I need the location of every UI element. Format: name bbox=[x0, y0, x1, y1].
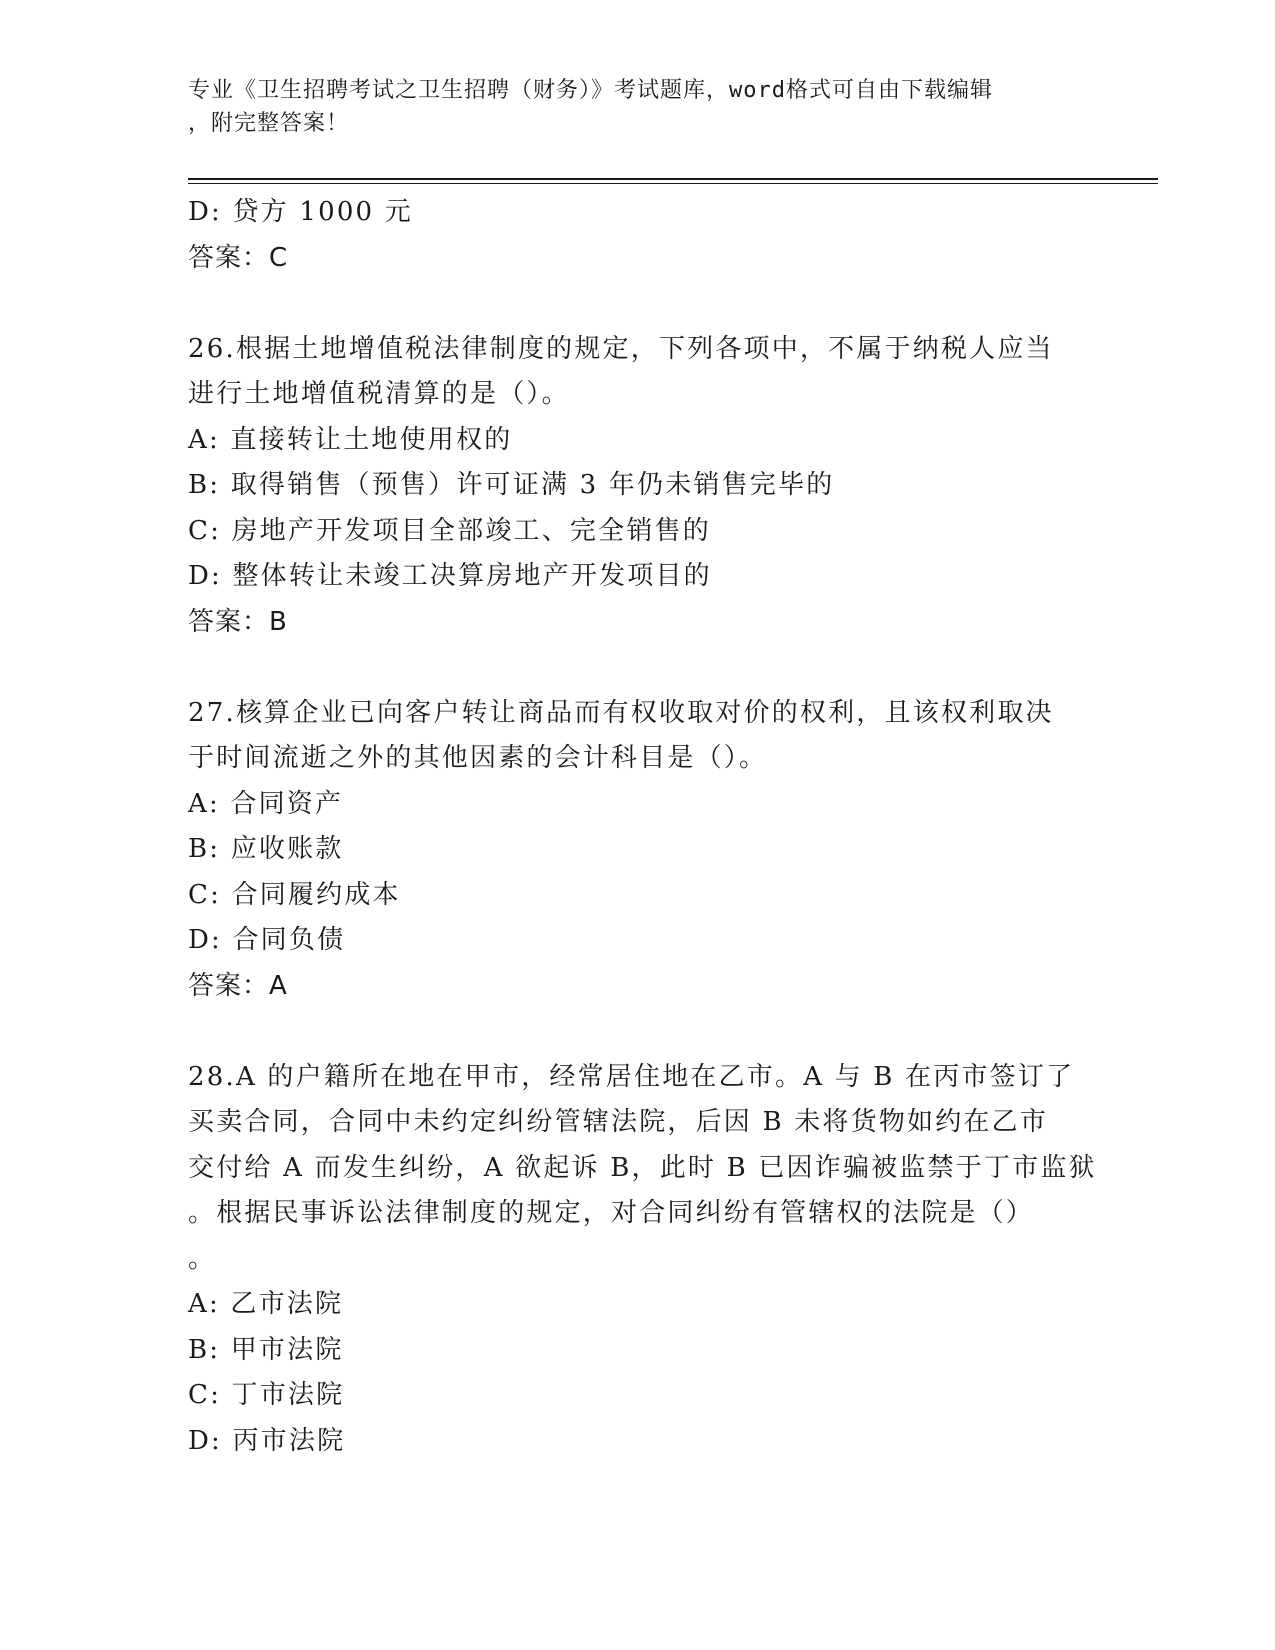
spacer bbox=[188, 645, 1088, 691]
option-d: D: 贷方 1000 元 bbox=[188, 197, 413, 227]
option-b: B: 应收账款 bbox=[188, 834, 344, 864]
option-d: D: 丙市法院 bbox=[188, 1425, 346, 1456]
question-stem: 交付给 A 而发生纠纷，A 欲起诉 B，此时 B 已因诈骗被监禁于丁市监狱 bbox=[188, 1152, 1097, 1183]
question-27 bbox=[188, 691, 1088, 1010]
answer-line: 答案：C bbox=[188, 242, 289, 273]
header-rule-thick bbox=[188, 178, 1158, 180]
header-rule-thin bbox=[188, 183, 1158, 184]
spacer bbox=[188, 1009, 1088, 1055]
option-b: B: 甲市法院 bbox=[188, 1334, 344, 1365]
option-d: D: 整体转让未竣工决算房地产开发项目的 bbox=[188, 561, 712, 591]
option-c: C: 房地产开发项目全部竣工、完全销售的 bbox=[188, 515, 711, 546]
question-stem: 28.A 的户籍所在地在甲市，经常居住地在乙市。A 与 B 在丙市签订了 bbox=[188, 1061, 1075, 1092]
option-b: B: 取得销售（预售）许可证满 3 年仍未销售完毕的 bbox=[188, 470, 835, 500]
answer-line: 答案：A bbox=[188, 970, 288, 1001]
question-stem: 26.根据土地增值税法律制度的规定，下列各项中，不属于纳税人应当 bbox=[188, 333, 1054, 364]
page-header bbox=[188, 74, 1068, 140]
header-line-1: 专业《卫生招聘考试之卫生招聘（财务）》考试题库，word格式可自由下载编辑 bbox=[188, 78, 993, 103]
header-line-2: ，附完整答案！ bbox=[188, 111, 350, 136]
option-a: A: 合同资产 bbox=[188, 788, 344, 819]
answer-line: 答案：B bbox=[188, 606, 288, 637]
option-d: D: 合同负债 bbox=[188, 925, 346, 955]
question-content bbox=[188, 190, 1097, 1464]
question-stem: 买卖合同，合同中未约定纠纷管辖法院，后因 B 未将货物如约在乙市 bbox=[188, 1107, 1049, 1137]
question-28 bbox=[188, 1055, 1097, 1465]
option-a: A: 直接转让土地使用权的 bbox=[188, 424, 513, 455]
option-c: C: 合同履约成本 bbox=[188, 879, 401, 910]
spacer bbox=[188, 281, 1088, 327]
option-c: C: 丁市法院 bbox=[188, 1380, 345, 1410]
question-stem: 。 bbox=[188, 1243, 217, 1274]
question-stem: 27.核算企业已向客户转让商品而有权收取对价的权利，且该权利取决 bbox=[188, 697, 1054, 728]
question-26 bbox=[188, 327, 1088, 646]
question-stem: 。根据民事诉讼法律制度的规定，对合同纠纷有管辖权的法院是（） bbox=[188, 1198, 1035, 1228]
previous-question-tail bbox=[188, 190, 1088, 281]
option-a: A: 乙市法院 bbox=[188, 1289, 344, 1319]
question-stem: 进行土地增值税清算的是（）。 bbox=[188, 379, 570, 409]
question-stem: 于时间流逝之外的其他因素的会计科目是（）。 bbox=[188, 743, 768, 773]
